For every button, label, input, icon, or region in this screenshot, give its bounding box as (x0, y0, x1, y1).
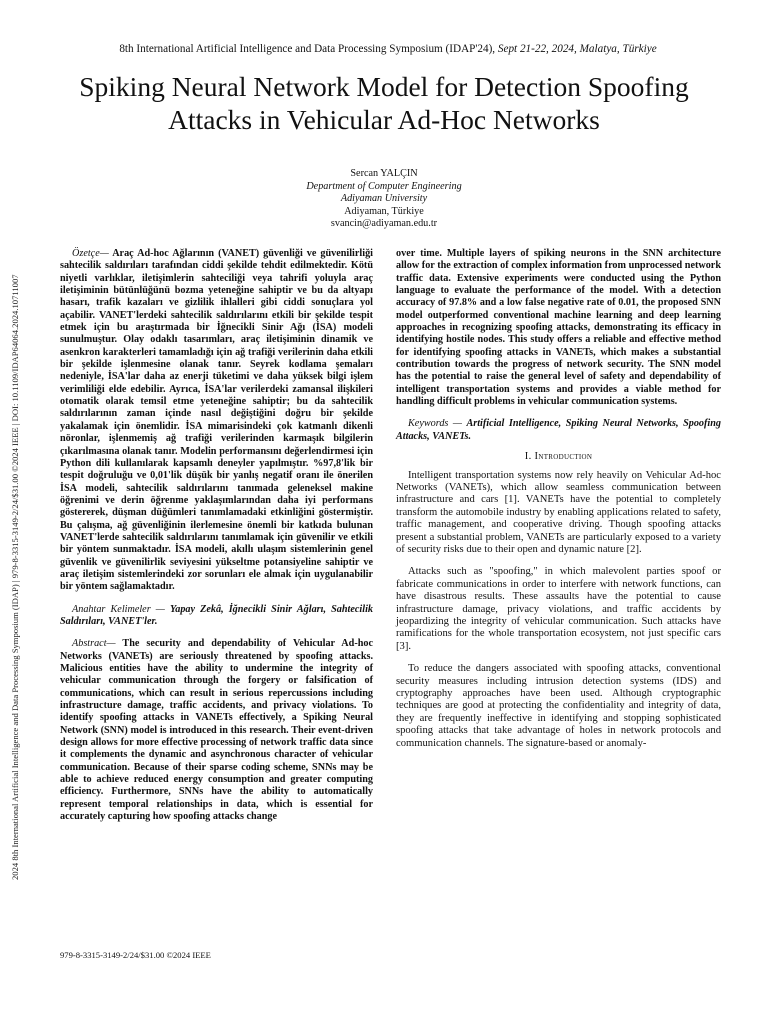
conference-name: 8th International Artificial Intelligence and Data Processing Symposium (IDAP'24), (119, 43, 498, 55)
anahtar-label: Anahtar Kelimeler — (72, 603, 170, 615)
author-block (234, 168, 534, 231)
anahtar-text: Yapay Zekâ, İğnecikli Sinir Ağları, Sahtecilik Saldırıları, VANET'ler. (60, 603, 373, 627)
abstract-label: Abstract— (72, 638, 116, 650)
author-department: Department of Computer Engineering (306, 180, 462, 192)
abstract-continued: over time. Multiple layers of spiking neurons in the SNN architecture allow for the extraction of complex information from unprocessed network traffic data. Extensive experiments were conducted using the Python language to evaluate the performance of the model. With a detection accuracy of 97.8% and a low false negative rate of 0.01, the proposed SNN model outperformed conventional machine learning and deep learning approaches in recognizing spoofing attacks, demonstrating its efficacy in identifying hostile nodes. This study offers a reliable and effective method for identifying spoofing attacks in VANETs, which makes a substantial contribution towards the progress of network security. The SNN model has the potential to raise the general level of safety and dependability of intelligent transportation systems and provides a viable method for handling difficult problems in vehicular communication systems. (396, 248, 721, 408)
intro-paragraph-2: Attacks such as "spoofing," in which malevolent parties spoof or fabricate communications in order to interfere with network functions, can have disastrous results. These assaults have the potential to cause infrastructure damage, privacy violations, and traffic accidents by jeopardizing the integrity of vehicular communication. Such attacks have ramifications for the whole transportation ecosystem, not just specific cars [3]. (396, 566, 721, 652)
keywords-text: Artificial Intelligence, Spiking Neural Networks, Spoofing Attacks, VANETs. (396, 418, 721, 442)
intro-paragraph-3: To reduce the dangers associated with spoofing attacks, conventional security measures including intrusion detection systems (IDS) and cryptography approaches have been used. Although cryptographic techniques are good at protecting the confidentiality and integrity of data, they are frequently ineffective in identifying and stopping sophisticated spoofing attacks that take advantage of holes in network protocols and communication channels. The signature-based or anomaly- (396, 663, 721, 749)
author-location: Adiyaman, Türkiye (344, 205, 424, 217)
left-column (60, 248, 373, 823)
author-name: Sercan YALÇIN (350, 168, 418, 179)
author-email: svancin@adiyaman.edu.tr (330, 218, 438, 229)
ozetce-text: Araç Ad-hoc Ağlarının (VANET) güvenliği ve güvenilirliği sahtecilik saldırıları tarafından ciddi şekilde tehdit edilmektedir. Kötü niyetli varlıklar, iletişimlerin sahteciliği veya tahrifi yoluyla araç iletişiminin bütünlüğünü bozma yeteneğine sahiptir ve bu da altyapı hasarı, trafik kazaları ve gizlilik ihlalleri gibi ciddi sonuçlara yol açabilir. VANET'lerdeki sahtecilik saldırılarını etkili bir şekilde tespit etmek için bu araştırmada bir İğnecikli Sinir Ağı (İSA) modeli sunulmuştur. Olay odaklı tasarımları, araç iletişiminin dinamik ve asenkron karakterleri tamamladığı için ağ trafiği verilerinin daha etkili bir şekilde işlenmesine olanak tanır. Seyrek kodlama şemaları nedeniyle, İSA'lar daha az enerji tüketimi ve daha yüksek bilgi işlem verimliliği elde edebilir. Ayrıca, İSA'lar verilerdeki zamansal ilişkileri otomatik olarak temsil etme yeteneğine sahiptir; bu da sahtecilik saldırılarının zaman içinde nasıl değiştiğini doğru bir şekilde yakalamak için önemlidir. İSA mimarisindeki çok katmanlı dikenli nöronlar, işlenmemiş ağ trafiği verilerinden karmaşık bilgilerin çıkarılmasına olanak tanır. Modelin performansını değerlendirmesi için Python dili kullanılarak kapsamlı deneyler yapılmıştır. %97,8'lik bir tespit doğruluğu ve 0,01'lik düşük bir yanlış negatif oranı ile önerilen İSA modeli, sahtecilik saldırılarını tanımada geleneksel makine öğrenimi ve derin öğrenme yaklaşımlarından daha iyi performans göstererek, düşman düğümleri tanımlamadaki etkinliğini göstermiştir. Bu çalışma, ağ güvenliğinin ilerlemesine önemli bir katkıda bulunan VANET'lerde sahtecilik saldırılarını tanımlamak için güvenilir ve etkili bir yöntem sunmaktadır. İSA modeli, akıllı ulaşım sistemlerinin genel güvenlik ve güvenilirlik seviyesini yükseltme potansiyeline sahiptir ve araç iletişim sistemlerindeki zor sorunları ele almak için uygulanabilir bir yöntem sağlamaktadır. (60, 248, 373, 593)
abstract-text-left: The security and dependability of Vehicular Ad-hoc Networks (VANETs) are seriously threatened by spoofing attacks. Malicious entities have the ability to undermine the integrity of vehicular communication through the forgery or falsification of communications, which can result in serious repercussions including infrastructure damage, traffic accidents, and privacy violations. To identify spoofing attacks in VANETs effectively, a Spiking Neural Network (SNN) model is introduced in this research. Their event-driven design allows for more effective processing of network traffic data since it complements the dynamic and asynchronous character of vehicular communication. Because of their sparse coding scheme, SNNs may be able to achieve reduced energy consumption and greater computing efficiency. Furthermore, SNNs have the ability to automatically represent temporal relationships in data, which is essential for accurately capturing how spoofing attacks change (60, 638, 373, 823)
keywords-label: Keywords — (408, 418, 467, 430)
conference-header (48, 43, 728, 55)
author-university: Adiyaman University (340, 193, 428, 204)
ozetce-label: Özetçe— (72, 248, 109, 259)
ozetce-paragraph (60, 248, 373, 594)
conference-date: Sept 21-22, 2024, Malatya, Türkiye (497, 43, 657, 55)
side-doi-note (10, 160, 24, 880)
abstract-paragraph (60, 638, 373, 823)
anahtar-kelimeler (60, 604, 373, 629)
section-heading-introduction: I. Introduction (524, 451, 593, 463)
page-footer: 979-8-3315-3149-2/24/$31.00 ©2024 IEEE (60, 950, 211, 960)
intro-paragraph-1: Intelligent transportation systems now rely heavily on Vehicular Ad-hoc Networks (VANETs), which allow seamless communication between infrastructure and cars [1]. VANETs have the potential to completely transform the automobile industry by enabling applications related to safety, traffic management, and cooperative driving. Though spoofing attacks present a substantial problem, VANETs are particularly exposed to a variety of security risks due to their open and dynamic nature [2]. (396, 469, 721, 555)
right-column (396, 248, 721, 750)
side-doi-text: 2024 8th International Artificial Intelligence and Data Processing Symposium (IDAP) | 979-8-3315-3149-2/24/$31.00 ©2024 IEEE | DOI: 10.1109/IDAP64064.2024.10711007 (10, 274, 20, 880)
paper-title: Spiking Neural Network Model for Detection Spoofing Attacks in Vehicular Ad-Hoc Networks (79, 71, 689, 135)
keywords-paragraph (396, 418, 721, 443)
